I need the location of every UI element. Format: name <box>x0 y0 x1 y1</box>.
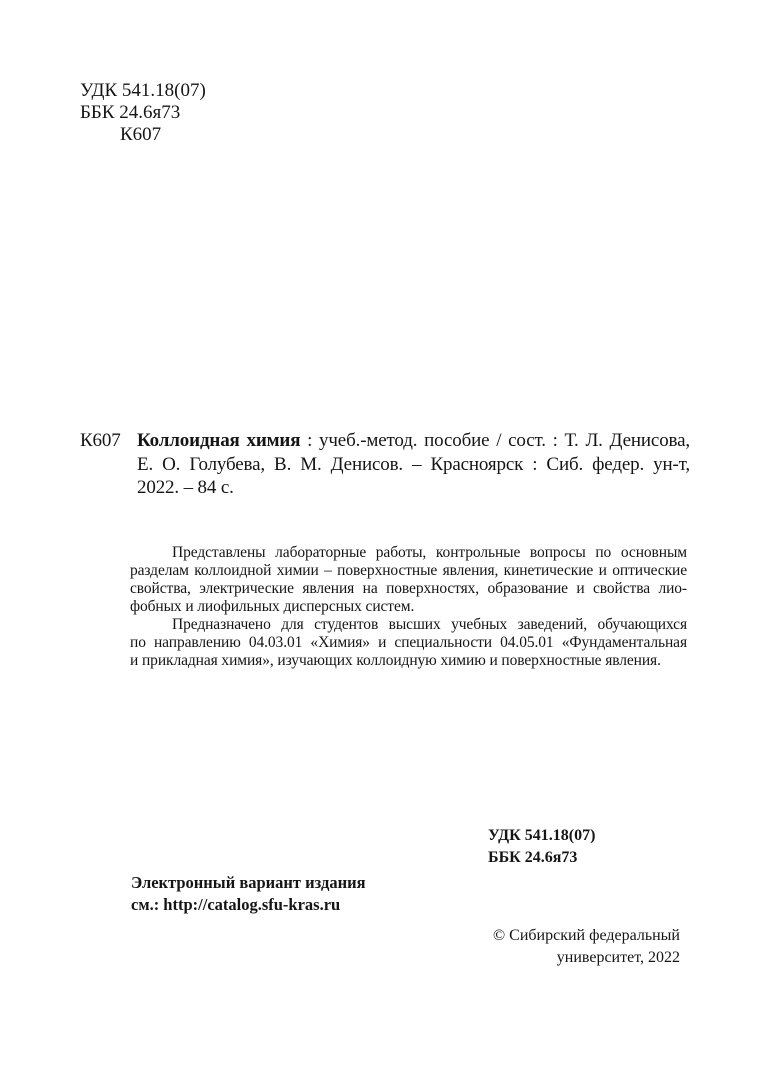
electronic-edition-url: см.: http://catalog.sfu-kras.ru <box>131 895 341 914</box>
biblio-author-sign: К607 <box>80 430 121 451</box>
top-codes-block <box>80 80 206 146</box>
electronic-edition-note <box>131 872 366 916</box>
author-sign-code: К607 <box>120 124 162 145</box>
biblio-line-2: Е. О. Голубева, В. М. Денисов. – Красноярск : Сиб. федер. ун-т, <box>137 453 690 475</box>
biblio-line-1 <box>137 429 690 453</box>
biblio-line-3: 2022. – 84 с. <box>137 477 234 498</box>
electronic-edition-line: Электронный вариант издания <box>131 873 366 892</box>
bottom-codes-block <box>488 825 595 869</box>
bbk-code: ББК 24.6я73 <box>80 102 181 123</box>
udk-code: УДК 541.18(07) <box>80 80 206 101</box>
copyright-line-2: университет, 2022 <box>556 949 680 966</box>
annotation-p1-line-3: свойства, электрические явления на поверхностях, образование и свойства лио- <box>130 580 687 597</box>
annotation-p1-line-2: разделам коллоидной химии – поверхностные явления, кинетические и оптические <box>130 562 687 579</box>
annotation-p2-line-3: и прикладная химия», изучающих коллоидную химию и поверхностные явления. <box>130 652 661 669</box>
annotation-block <box>130 544 687 670</box>
annotation-p1-line-4: фобных и лиофильных дисперсных систем. <box>130 598 415 615</box>
annotation-p2-line-2: по направлению 04.03.01 «Химия» и специальности 04.05.01 «Фундаментальная <box>130 634 687 651</box>
biblio-line-1-rest: : учеб.-метод. пособие / сост. : Т. Л. Денисова, <box>300 430 691 451</box>
biblio-text <box>137 429 690 500</box>
annotation-p2-line-1: Предназначено для студентов высших учебных заведений, обучающихся <box>172 616 687 633</box>
bottom-bbk-code: ББК 24.6я73 <box>488 849 578 866</box>
bottom-udk-code: УДК 541.18(07) <box>488 827 596 844</box>
copyright-notice <box>493 925 680 969</box>
bibliographic-entry <box>80 429 690 500</box>
book-title: Коллоидная химия <box>137 430 301 451</box>
annotation-p1-line-1: Представлены лабораторные работы, контрольные вопросы по основным <box>172 544 687 561</box>
copyright-line-1: © Сибирский федеральный <box>493 927 680 944</box>
